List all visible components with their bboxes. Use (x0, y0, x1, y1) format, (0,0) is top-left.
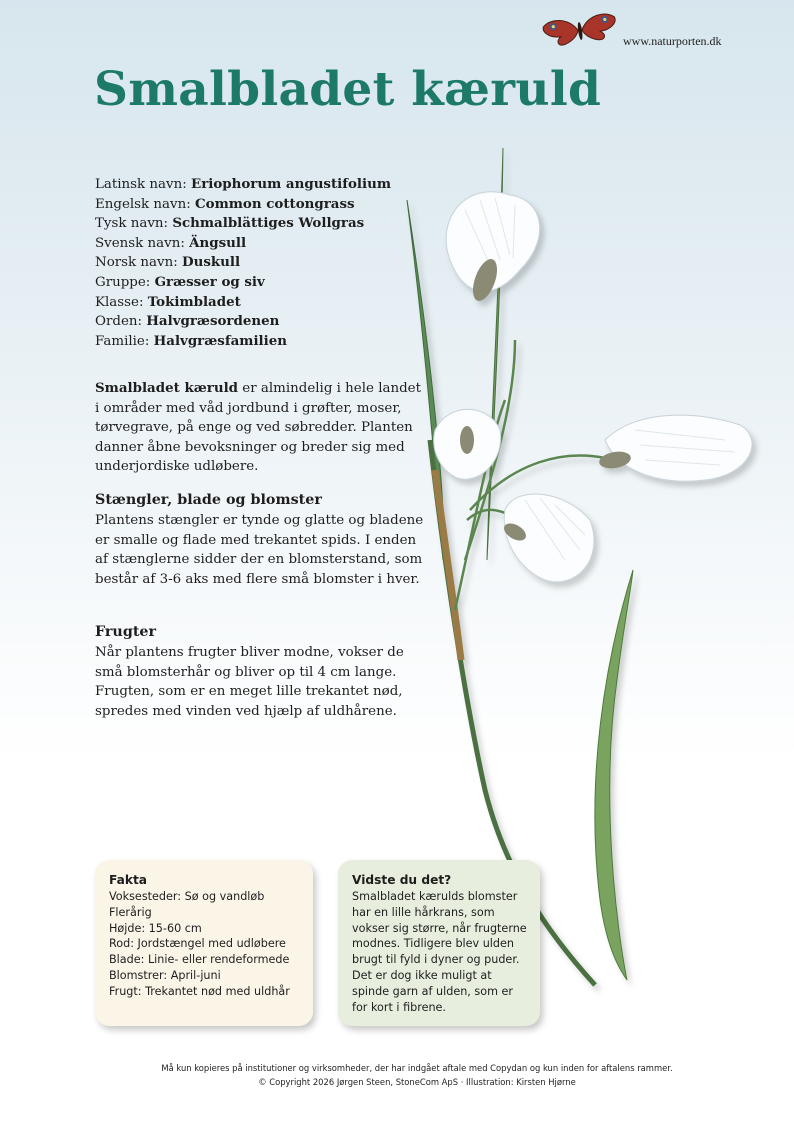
intro-paragraph: Smalbladet kæruld er almindelig i hele landet i områder med våd jordbund i grøfter, moser, tørvegrave, på enge og ved søbredder. Planten danner åbne bevoksninger og breder sig med underjordiske udløbere. (95, 380, 421, 474)
footer-license: Må kun kopieres på institutioner og virksomheder, der har indgået aftale med Copydan og kun inden for aftalens rammer. (161, 1063, 673, 1073)
facts-line: Blomstrer: April-juni (109, 968, 221, 982)
name-list (95, 175, 391, 351)
name-row-family: Familie: Halvgræsfamilien (95, 332, 287, 349)
section-fruits (95, 623, 425, 721)
name-row-order: Orden: Halvgræsordenen (95, 313, 280, 330)
facts-line: Rod: Jordstængel med udløbere (109, 937, 286, 951)
footer-copyright: © Copyright 2026 Jørgen Steen, StoneCom ApS · Illustration: Kirsten Hjørne (258, 1077, 576, 1087)
name-row-norwegian: Norsk navn: Duskull (95, 254, 241, 271)
name-row-swedish: Svensk navn: Ängsull (95, 234, 247, 251)
section-text: Når plantens frugter bliver modne, vokser de små blomsterhår og bliver op til 4 cm lange. Frugten, som er en meget lille trekantet nød, spredes med vinden ved hjælp af uldhårene. (95, 645, 404, 719)
name-row-group: Gruppe: Græsser og siv (95, 273, 265, 290)
name-row-latin: Latinsk navn: Eriophorum angustifolium (95, 176, 392, 192)
section-heading: Frugter (95, 624, 157, 640)
did-you-know-box (338, 860, 540, 1026)
facts-line: Frugt: Trekantet nød med uldhår (109, 984, 290, 998)
page-title: Smalbladet kæruld (94, 62, 602, 117)
facts-line: Voksesteder: Sø og vandløb (109, 890, 265, 903)
did-you-know-heading: Vidste du det? (352, 873, 452, 887)
facts-box (95, 860, 313, 1026)
facts-line: Flerårig (109, 905, 152, 919)
site-url[interactable]: www.naturporten.dk (623, 34, 722, 48)
name-row-english: Engelsk navn: Common cottongrass (95, 195, 355, 212)
name-row-class: Klasse: Tokimbladet (95, 293, 241, 310)
butterfly-icon (540, 12, 620, 48)
facts-line: Højde: 15-60 cm (109, 921, 202, 935)
section-text: Plantens stængler er tynde og glatte og bladene er smalle og flade med trekantet spids. I enden af stænglerne sidder der en blomsterstand, som består af 3-6 aks med flere små blomster i hver. (95, 513, 424, 587)
facts-line: Blade: Linie- eller rendeformede (109, 953, 290, 967)
section-heading: Stængler, blade og blomster (95, 492, 322, 508)
footer (0, 1061, 794, 1089)
did-you-know-text: Smalbladet kærulds blomster har en lille hårkrans, som vokser sig større, når frugterne modnes. Tidligere blev ulden brugt til fyld i dyner og puder. Det er dog ikke muligt at spinde garn af ulden, som er for kort i fibrene. (352, 890, 527, 1014)
name-row-german: Tysk navn: Schmalblättiges Wollgras (95, 215, 365, 232)
section-stems (95, 491, 425, 589)
facts-heading: Fakta (109, 873, 147, 887)
